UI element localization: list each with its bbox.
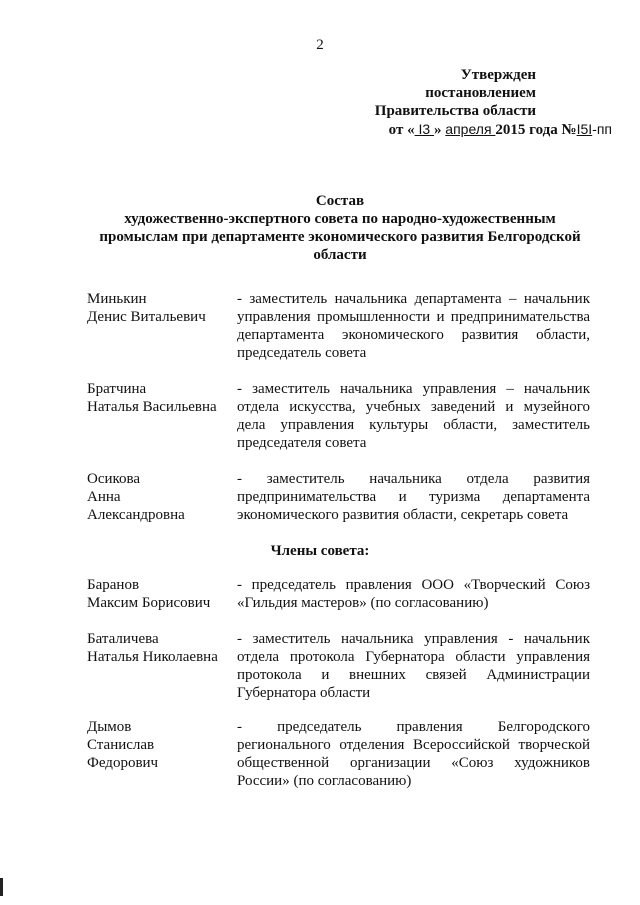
given-names: Денис Витальевич [87, 309, 206, 325]
date-mid: » [434, 122, 446, 138]
title-line-4: области [313, 247, 367, 263]
person-position [237, 630, 590, 702]
surname: Братчина [87, 381, 147, 397]
position-line: Губернатора области [237, 685, 371, 701]
position-line: департамента экономического развития области, [237, 327, 590, 343]
position-line: председатель совета [237, 345, 367, 361]
surname: Баталичева [87, 631, 159, 647]
surname: Осикова [87, 471, 141, 487]
position-line: - председатель правления ООО «Творческий Союз [237, 577, 590, 593]
position-line: отдела протокола Губернатора области управления [237, 649, 590, 665]
surname: Баранов [87, 577, 140, 593]
person-position [237, 576, 590, 612]
surname: Дымов [87, 719, 132, 735]
person-position [237, 290, 590, 362]
given-names: Наталья Николаевна [87, 649, 218, 665]
date-month: апреля [445, 121, 496, 137]
position-line: экономического развития области, секретарь совета [237, 507, 569, 523]
person-name [87, 630, 237, 666]
date-day: I3 [414, 121, 435, 137]
position-line: - заместитель начальника департамента – начальник [237, 291, 590, 307]
date-prefix: от « [388, 122, 415, 138]
date-year: 2015 года № [495, 122, 577, 138]
surname: Минькин [87, 291, 147, 307]
position-line: общественной организации «Союз художников [237, 755, 590, 771]
patronymic: Александровна [87, 507, 185, 523]
position-line: управления промышленности и предпринимательства [237, 309, 590, 325]
position-line: - заместитель начальника управления – начальник [237, 381, 590, 397]
approval-line-approved: Утвержден [460, 67, 536, 83]
person-position [237, 380, 590, 452]
resolution-number: I5I [576, 121, 593, 137]
position-line: - заместитель начальника управления - начальник [237, 631, 590, 647]
position-line: «Гильдия мастеров» (по согласованию) [237, 595, 489, 611]
page-number: 2 [316, 37, 324, 53]
given-name: Анна [87, 489, 121, 505]
position-line: - заместитель начальника отдела развития [237, 471, 590, 487]
person-name [87, 470, 237, 524]
position-line: России» (по согласованию) [237, 773, 412, 789]
title-line-1: Состав [315, 193, 365, 209]
person-position [237, 470, 590, 524]
person-position [237, 718, 590, 790]
approval-line-government: Правительства области [374, 103, 536, 119]
given-names: Максим Борисович [87, 595, 211, 611]
approval-stamp [374, 66, 612, 139]
position-line: - председатель правления Белгородского [237, 719, 590, 735]
position-line: регионального отделения Всероссийской творческой [237, 737, 590, 753]
approval-line-resolution: постановлением [425, 85, 536, 101]
approval-date-line [375, 120, 612, 139]
position-line: дела управления культуры области, заместитель [237, 417, 590, 433]
members-heading: Члены совета: [270, 543, 370, 559]
document-title [60, 192, 620, 264]
resolution-number-suffix: -пп [592, 121, 612, 137]
person-name [87, 290, 237, 326]
given-name: Станислав [87, 737, 155, 753]
person-name [87, 380, 237, 416]
patronymic: Федорович [87, 755, 159, 771]
position-line: предпринимательства и туризма департамента [237, 489, 590, 505]
title-line-2: художественно-экспертного совета по народно-художественным [124, 211, 556, 227]
position-line: председателя совета [237, 435, 367, 451]
title-line-3: промыслам при департаменте экономического развития Белгородской [99, 229, 581, 245]
person-name [87, 718, 237, 772]
given-names: Наталья Васильевна [87, 399, 217, 415]
position-line: протокола и внешних связей Администрации [237, 667, 590, 683]
position-line: отдела искусства, учебных заведений и музейного [237, 399, 590, 415]
scan-edge-mark [0, 878, 3, 896]
person-name [87, 576, 237, 612]
